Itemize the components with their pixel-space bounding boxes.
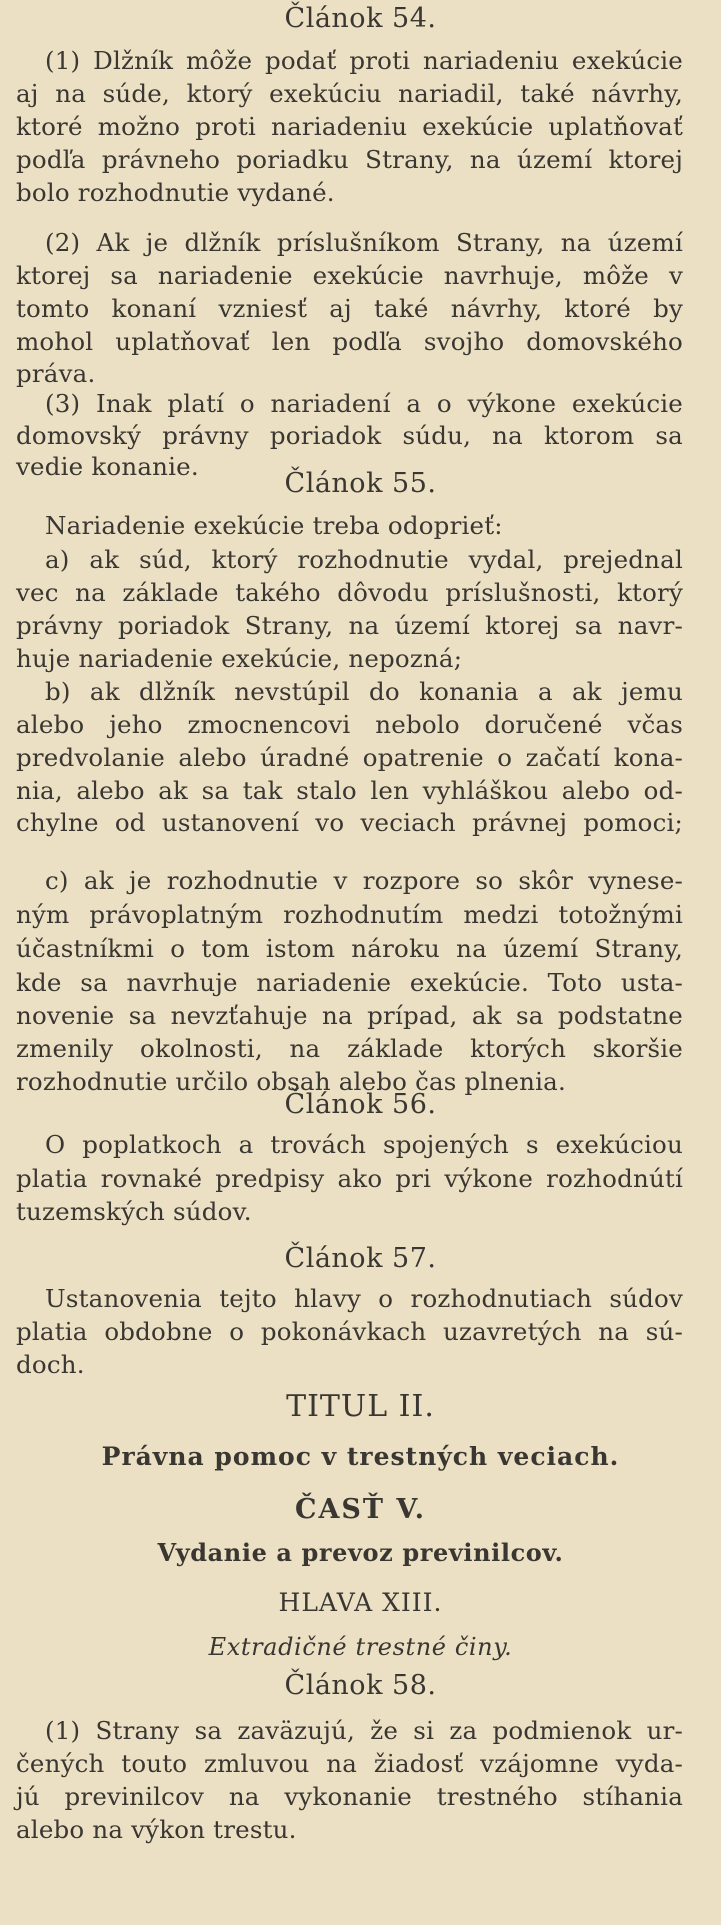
text-line: doch.	[16, 1350, 85, 1379]
text-line: aj na súde, ktorý exekúciu nariadil, také návrhy,	[16, 79, 683, 108]
text-line: chylne od ustanovení vo veciach právnej pomoci;	[16, 808, 683, 837]
text-line: novenie sa nevzťahuje na prípad, ak sa podstatne	[16, 1001, 683, 1030]
text-line: ktorej sa nariadenie exekúcie navrhuje, môže v	[16, 261, 683, 290]
article-55-intro: Nariadenie exekúcie treba odoprieť:	[45, 511, 503, 540]
text-line: kde sa navrhuje nariadenie exekúcie. Toto usta-	[16, 968, 683, 997]
text-line: jú previnilcov na vykonanie trestného stíhania	[16, 1782, 683, 1811]
text-line: rozhodnutie určilo obsah alebo čas plnenia.	[16, 1067, 566, 1096]
text-line: zmenily okolnosti, na základe ktorých skoršie	[16, 1034, 683, 1063]
text-line: vedie konanie.	[16, 452, 199, 481]
text-line: práva.	[16, 359, 96, 388]
text-line: podľa právneho poriadku Strany, na území ktorej	[16, 145, 683, 174]
text-line: mohol uplatňovať len podľa svojho domovského	[16, 327, 683, 356]
text-line: O poplatkoch a trovách spojených s exekúciou	[45, 1130, 683, 1159]
text-line: tomto konaní vzniesť aj také návrhy, ktoré by	[16, 294, 683, 323]
text-line: (3) Inak platí o nariadení a o výkone exekúcie	[45, 389, 683, 418]
text-line: (1) Dlžník môže podať proti nariadeniu exekúcie	[45, 46, 683, 75]
text-line: platia rovnaké predpisy ako pri výkone rozhodnútí	[16, 1164, 683, 1193]
text-line: účastníkmi o tom istom nároku na území Strany,	[16, 934, 683, 963]
text-line: tuzemských súdov.	[16, 1197, 252, 1226]
article-56-heading: Článok 56.	[284, 1089, 437, 1120]
text-line: b) ak dlžník nevstúpil do konania a ak jemu	[45, 677, 683, 706]
text-line: platia obdobne o pokonávkach uzavretých na sú-	[16, 1317, 683, 1346]
text-line: domovský právny poriadok súdu, na ktorom sa	[16, 421, 683, 450]
text-line: (1) Strany sa zaväzujú, že si za podmienok ur-	[45, 1716, 683, 1745]
chapter-heading: HLAVA XIII.	[278, 1588, 443, 1617]
article-54-heading: Článok 54.	[284, 3, 437, 34]
text-line: ným právoplatným rozhodnutím medzi totožnými	[16, 900, 683, 929]
text-line: právny poriadok Strany, na území ktorej sa navr-	[16, 611, 683, 640]
article-55-heading: Článok 55.	[284, 468, 437, 499]
text-line: c) ak je rozhodnutie v rozpore so skôr vynese-	[45, 866, 683, 895]
text-line: čených touto zmluvou na žiadosť vzájomne vyda-	[16, 1749, 683, 1778]
title-subheading: Právna pomoc v trestných veciach.	[101, 1442, 620, 1471]
text-line: Ustanovenia tejto hlavy o rozhodnutiach súdov	[45, 1284, 683, 1313]
title-heading: TITUL II.	[286, 1389, 435, 1424]
text-line: alebo na výkon trestu.	[16, 1815, 297, 1844]
part-heading: ČASŤ V.	[294, 1494, 427, 1525]
text-line: alebo jeho zmocnencovi nebolo doručené včas	[16, 710, 683, 739]
article-58-heading: Článok 58.	[284, 1670, 437, 1701]
part-subheading: Vydanie a prevoz previnilcov.	[157, 1538, 564, 1567]
text-line: a) ak súd, ktorý rozhodnutie vydal, prejednal	[45, 545, 683, 574]
text-line: huje nariadenie exekúcie, nepozná;	[16, 644, 463, 673]
text-line: vec na základe takého dôvodu príslušnosti, ktorý	[16, 578, 683, 607]
chapter-subheading: Extradičné trestné činy.	[208, 1633, 513, 1661]
text-line: (2) Ak je dlžník príslušníkom Strany, na území	[45, 228, 683, 257]
article-57-heading: Článok 57.	[284, 1243, 437, 1274]
text-line: bolo rozhodnutie vydané.	[16, 178, 335, 207]
text-line: nia, alebo ak sa tak stalo len vyhláškou alebo od-	[16, 776, 683, 805]
text-line: predvolanie alebo úradné opatrenie o začatí kona-	[16, 743, 683, 772]
text-line: ktoré možno proti nariadeniu exekúcie uplatňovať	[16, 112, 683, 141]
